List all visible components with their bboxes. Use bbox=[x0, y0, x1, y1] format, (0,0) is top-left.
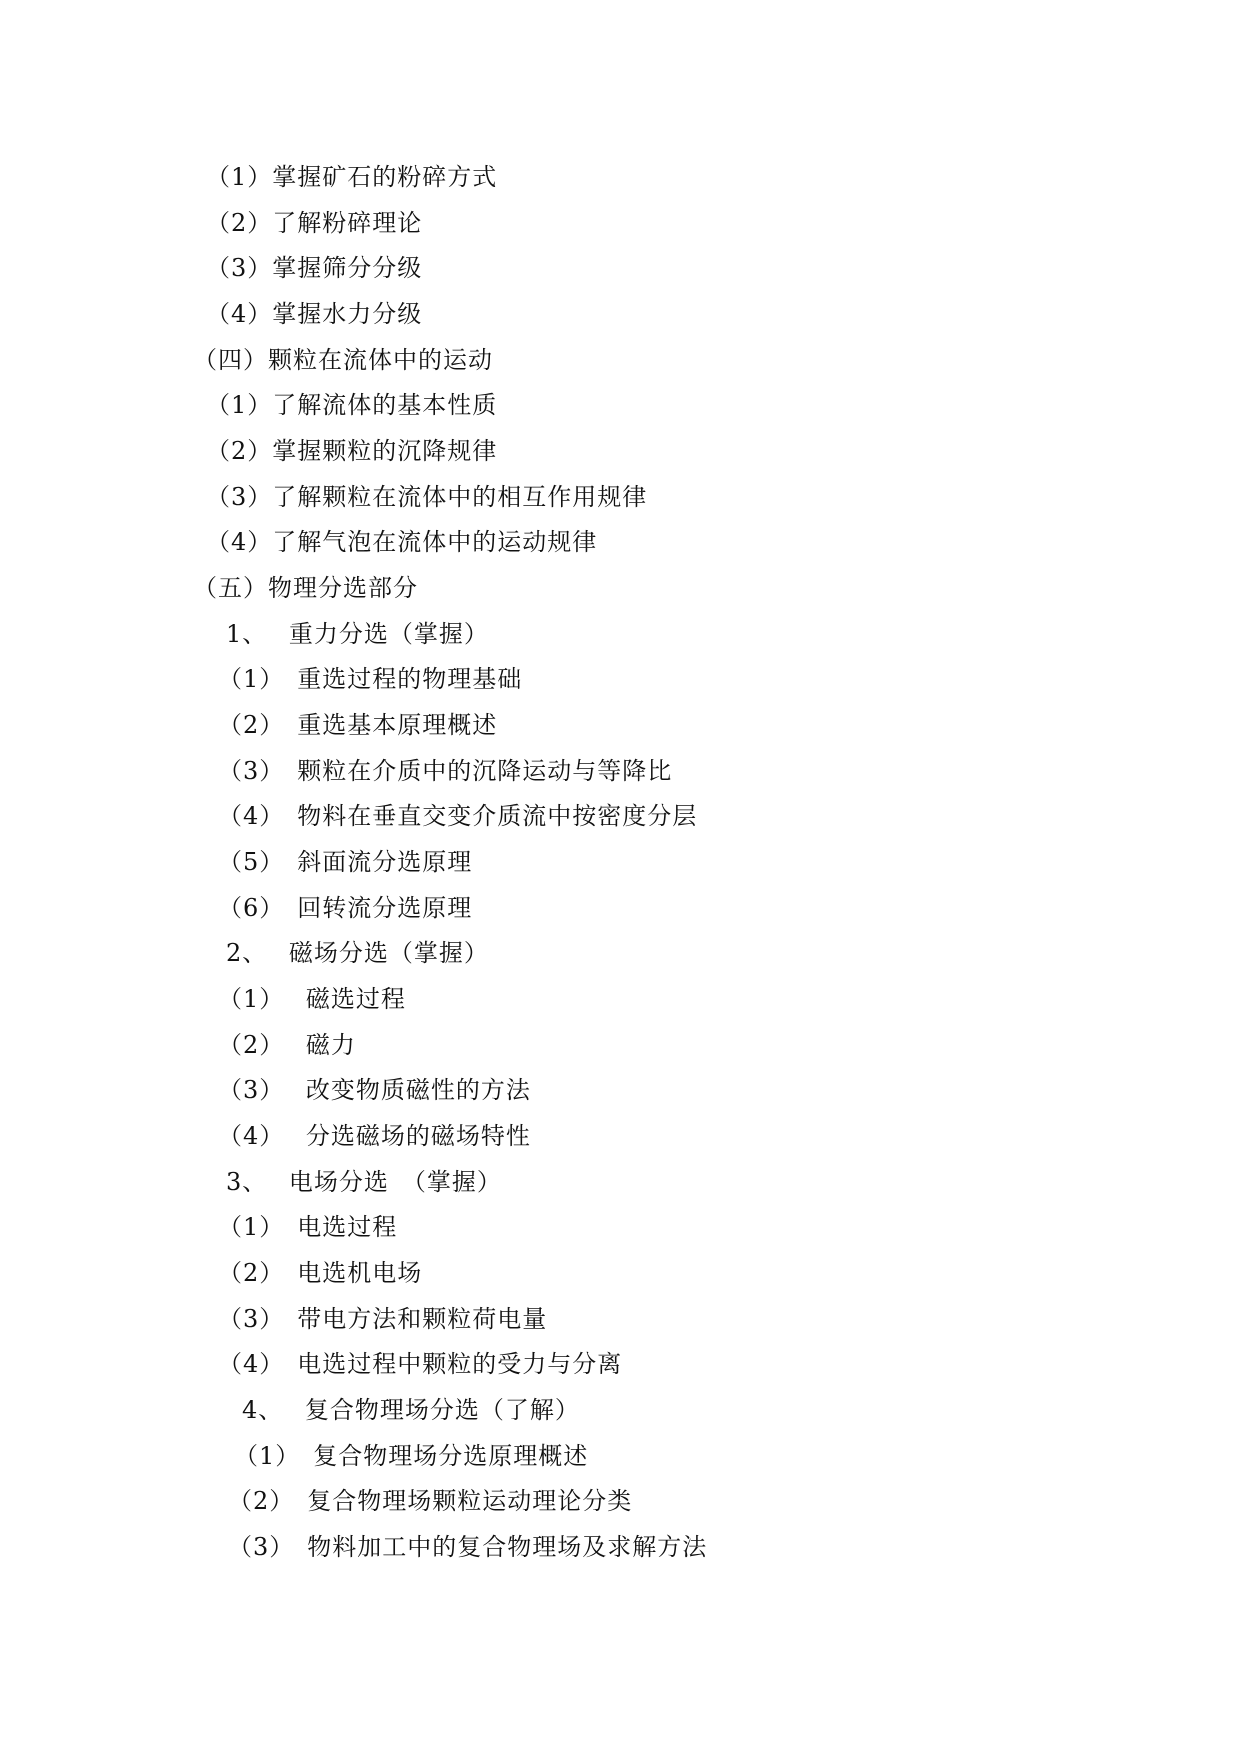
outline-item: （1）了解流体的基本性质 bbox=[206, 391, 498, 419]
outline-item: （1） 磁选过程 bbox=[218, 985, 406, 1013]
outline-subsection-heading: 2、 磁场分选（掌握） bbox=[226, 939, 489, 967]
outline-item: （2） 电选机电场 bbox=[218, 1259, 423, 1287]
outline-item: （5） 斜面流分选原理 bbox=[218, 848, 473, 876]
outline-item: （1） 电选过程 bbox=[218, 1213, 398, 1241]
outline-item: （2）了解粉碎理论 bbox=[206, 209, 423, 237]
outline-item: （3）了解颗粒在流体中的相互作用规律 bbox=[206, 483, 648, 511]
outline-item: （1） 重选过程的物理基础 bbox=[218, 665, 523, 693]
outline-section-heading: （四）颗粒在流体中的运动 bbox=[193, 346, 493, 374]
outline-item: （2） 复合物理场颗粒运动理论分类 bbox=[228, 1487, 633, 1515]
outline-item: （4） 电选过程中颗粒的受力与分离 bbox=[218, 1350, 623, 1378]
outline-item: （4）掌握水力分级 bbox=[206, 300, 423, 328]
outline-item: （3） 颗粒在介质中的沉降运动与等降比 bbox=[218, 757, 673, 785]
outline-item: （2）掌握颗粒的沉降规律 bbox=[206, 437, 498, 465]
outline-item: （2） 磁力 bbox=[218, 1031, 356, 1059]
outline-subsection-heading: 3、 电场分选 （掌握） bbox=[226, 1168, 502, 1196]
outline-item: （3） 带电方法和颗粒荷电量 bbox=[218, 1305, 548, 1333]
outline-item: （6） 回转流分选原理 bbox=[218, 894, 473, 922]
outline-subsection-heading: 1、 重力分选（掌握） bbox=[226, 620, 489, 648]
outline-item: （3）掌握筛分分级 bbox=[206, 254, 423, 282]
outline-item: （4） 分选磁场的磁场特性 bbox=[218, 1122, 531, 1150]
outline-item: （3） 物料加工中的复合物理场及求解方法 bbox=[228, 1533, 708, 1561]
outline-section-heading: （五）物理分选部分 bbox=[193, 574, 418, 602]
outline-item: （3） 改变物质磁性的方法 bbox=[218, 1076, 531, 1104]
outline-item: （4）了解气泡在流体中的运动规律 bbox=[206, 528, 598, 556]
outline-item: （2） 重选基本原理概述 bbox=[218, 711, 498, 739]
outline-item: （4） 物料在垂直交变介质流中按密度分层 bbox=[218, 802, 698, 830]
outline-item: （1） 复合物理场分选原理概述 bbox=[234, 1442, 589, 1470]
outline-item: （1）掌握矿石的粉碎方式 bbox=[206, 163, 498, 191]
outline-subsection-heading: 4、 复合物理场分选（了解） bbox=[242, 1396, 580, 1424]
